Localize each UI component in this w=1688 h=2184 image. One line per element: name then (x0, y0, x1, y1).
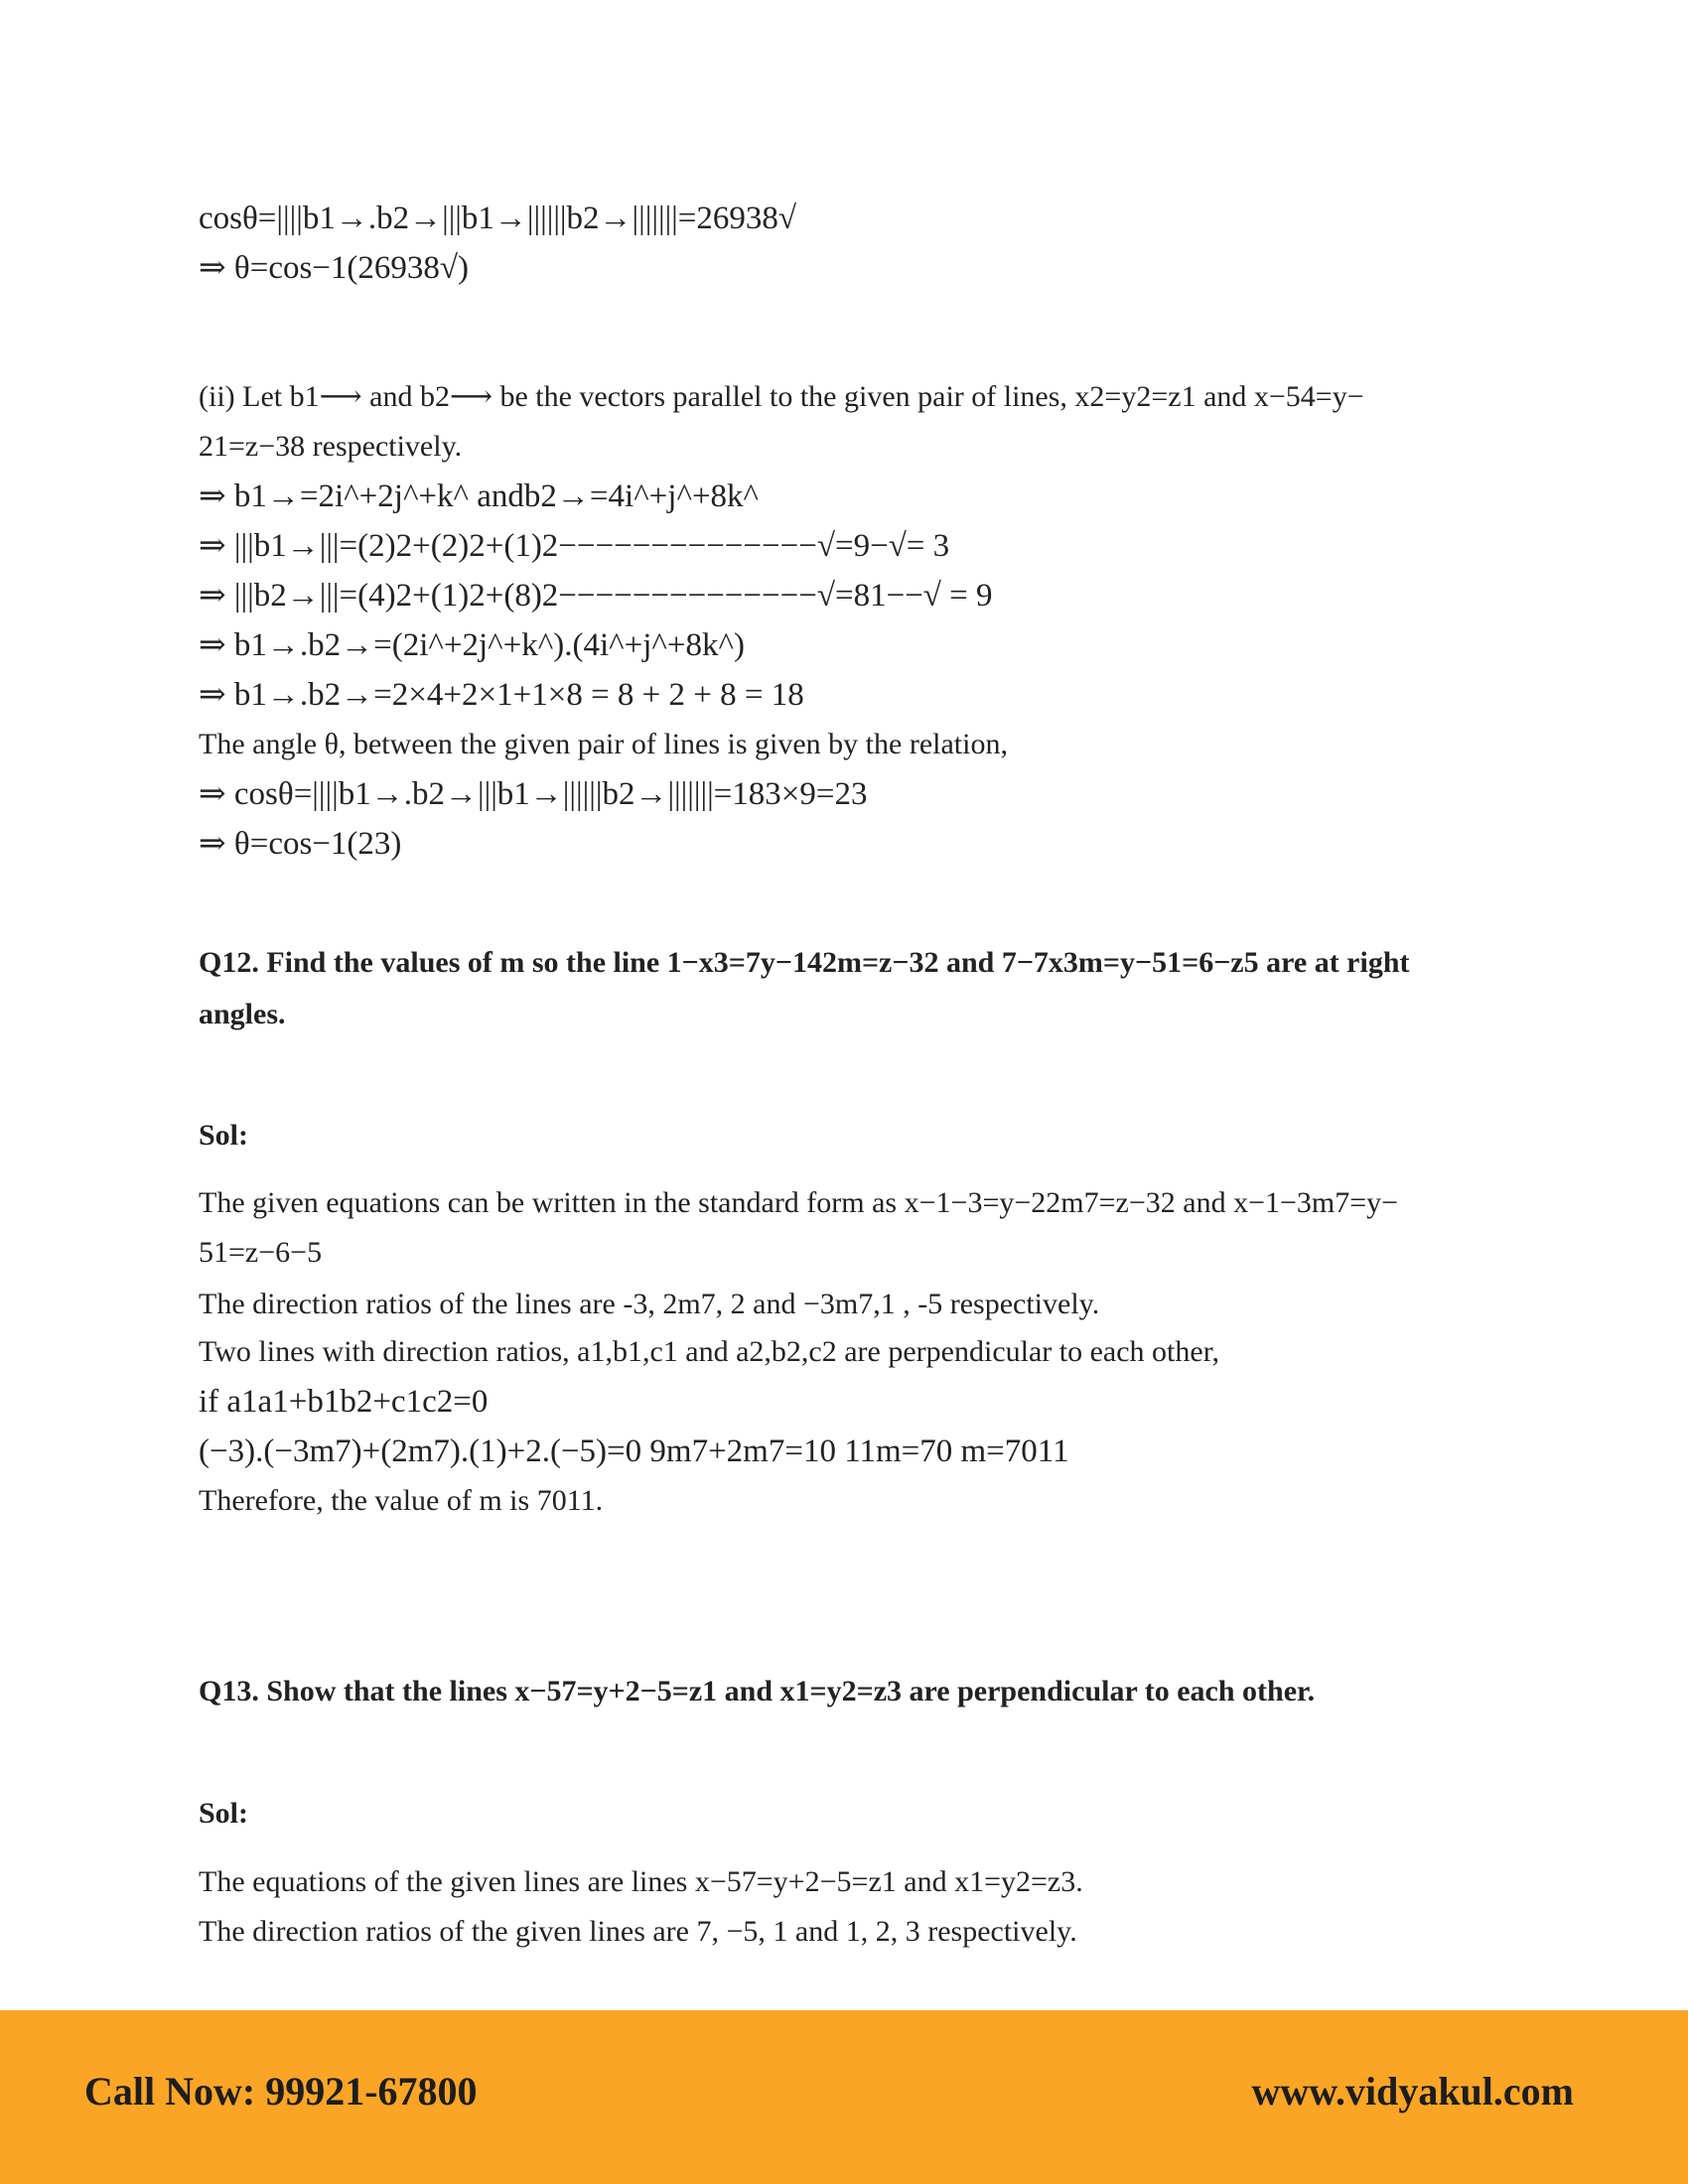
text-line: 51=z−6−5 (199, 1236, 323, 1269)
website-link[interactable]: www.vidyakul.com (1251, 2069, 1574, 2114)
question-12-heading-cont: angles. (199, 998, 286, 1030)
question-12-heading: Q12. Find the values of m so the line 1−x3=7y−142m=z−32 and 7−7x3m=y−51=6−z5 are at right (199, 946, 1410, 979)
equation-line: ⇒ b1→.b2→=(2i^+2j^+k^).(4i^+j^+8k^) (199, 627, 745, 663)
text-line: Therefore, the value of m is 7011. (199, 1484, 604, 1517)
text-line: The direction ratios of the given lines are 7, −5, 1 and 1, 2, 3 respectively. (199, 1915, 1077, 1948)
equation-line: ⇒ b1→=2i^+2j^+k^ andb2→=4i^+j^+8k^ (199, 478, 760, 514)
text-line: The equations of the given lines are lines x−57=y+2−5=z1 and x1=y2=z3. (199, 1865, 1083, 1898)
text-line: (ii) Let b1⟶ and b2⟶ be the vectors parallel to the given pair of lines, x2=y2=z1 and x−54=y− (199, 380, 1364, 413)
equation-line: cosθ=||||b1→.b2→|||b1→||||||b2→|||||||=26938√ (199, 201, 797, 236)
equation-line: (−3).(−3m7)+(2m7).(1)+2.(−5)=0 9m7+2m7=10 11m=70 m=7011 (199, 1433, 1069, 1469)
equation-line: ⇒ θ=cos−1(26938√) (199, 250, 470, 286)
call-now-text: Call Now: 99921-67800 (84, 2069, 478, 2114)
footer-bar (0, 2010, 1688, 2184)
text-line: The given equations can be written in the standard form as x−1−3=y−22m7=z−32 and x−1−3m7=y− (199, 1186, 1399, 1219)
text-line: 21=z−38 respectively. (199, 430, 463, 463)
equation-line: ⇒ |||b2→|||=(4)2+(1)2+(8)2−−−−−−−−−−−−−−√=81−−√ = 9 (199, 578, 993, 614)
equation-line: ⇒ b1→.b2→=2×4+2×1+1×8 = 8 + 2 + 8 = 18 (199, 677, 804, 713)
text-line: The angle θ, between the given pair of lines is given by the relation, (199, 728, 1008, 760)
equation-line: ⇒ cosθ=||||b1→.b2→|||b1→||||||b2→|||||||=183×9=23 (199, 776, 868, 812)
equation-line: ⇒ |||b1→|||=(2)2+(2)2+(1)2−−−−−−−−−−−−−−√=9−√= 3 (199, 528, 950, 564)
text-line: The direction ratios of the lines are -3, 2m7, 2 and −3m7,1 , -5 respectively. (199, 1288, 1100, 1320)
solution-label: Sol: (199, 1119, 249, 1152)
text-line: Two lines with direction ratios, a1,b1,c1 and a2,b2,c2 are perpendicular to each other, (199, 1335, 1219, 1368)
equation-line: ⇒ θ=cos−1(23) (199, 826, 402, 862)
question-13-heading: Q13. Show that the lines x−57=y+2−5=z1 and x1=y2=z3 are perpendicular to each other. (199, 1675, 1316, 1707)
solution-label: Sol: (199, 1797, 249, 1830)
equation-line: if a1a1+b1b2+c1c2=0 (199, 1384, 489, 1420)
